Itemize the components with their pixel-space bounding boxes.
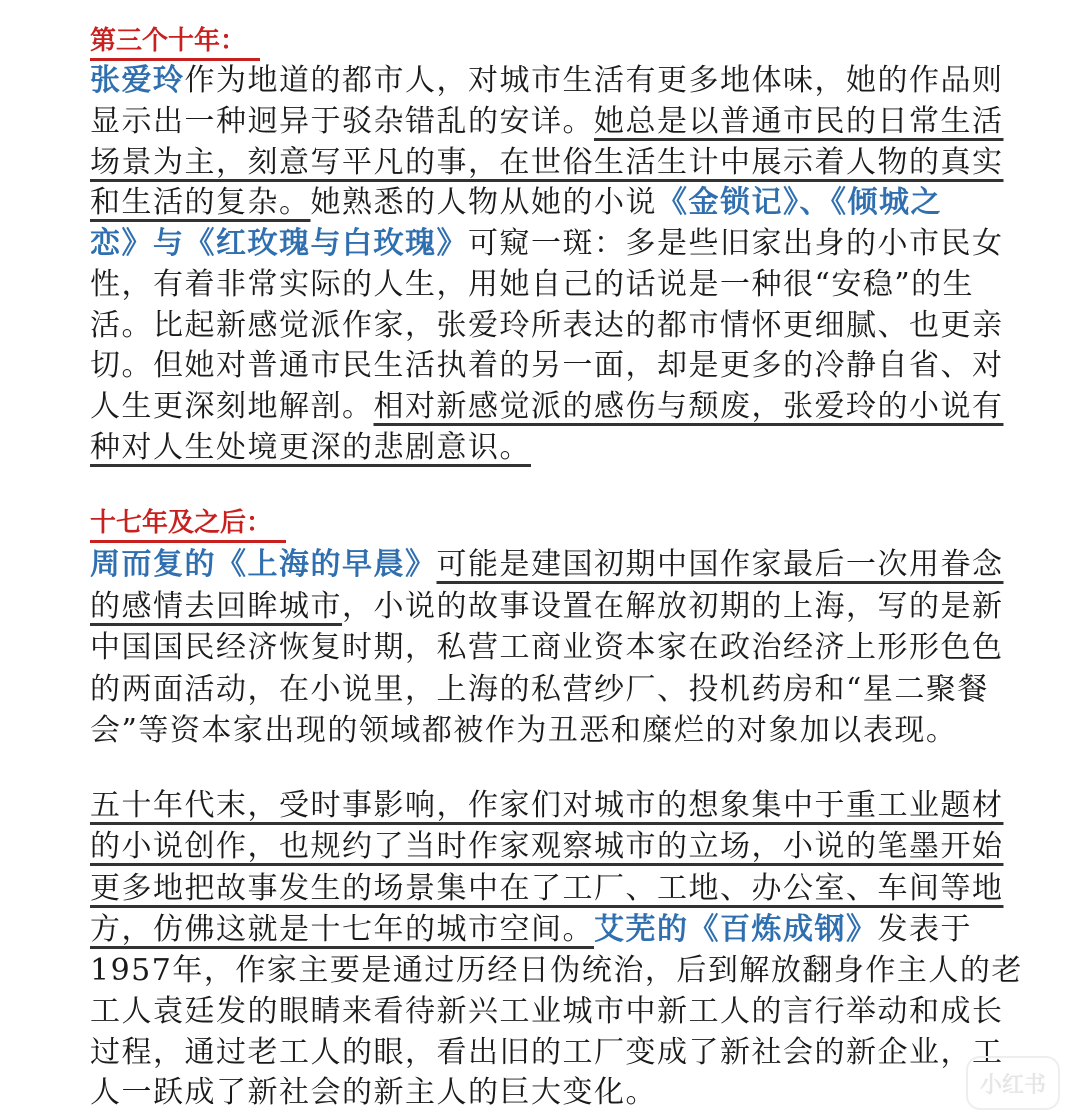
text-line — [90, 712, 957, 750]
body-text: 发表于 — [877, 912, 972, 947]
body-text: 显示出一种迥异于驳杂错乱的安详。 — [90, 104, 594, 139]
body-text: 人一跃成了新社会的新主人的巨大变化。 — [90, 1075, 657, 1110]
text-line — [90, 588, 1004, 626]
watermark-text: 小红书 — [979, 1072, 1046, 1098]
body-text: 1957年，作家主要是通过历经日伪统治，后到解放翻身作主人的老 — [90, 953, 1023, 988]
body-text: 工人袁廷发的眼睛来看待新兴工业城市中新工人的言行举动和成长 — [90, 994, 1004, 1029]
text-line — [90, 103, 1004, 141]
body-text: 会”等资本家出现的领域都被作为丑恶和糜烂的对象加以表现。 — [90, 713, 958, 748]
text-line — [90, 993, 1004, 1031]
section-heading: 第三个十年： — [90, 24, 260, 61]
text-line — [90, 671, 989, 709]
text-line — [90, 184, 942, 222]
underlined-text: 方，仿佛这就是十七年的城市空间。 — [90, 912, 594, 947]
underlined-text: 种对人生处境更深的悲剧意识。 — [90, 430, 531, 465]
underlined-text: 相对新感觉派的感伤与颓废，张爱玲的小说有 — [373, 389, 1004, 424]
text-line — [90, 828, 1004, 866]
underlined-text: 的感情去回眸城市 — [90, 589, 342, 624]
body-text: 作为地道的都市人，对城市生活有更多地体味，她的作品则 — [184, 63, 1004, 98]
section-heading: 十七年及之后： — [90, 506, 286, 543]
body-text: 她熟悉的人物从她的小说 — [310, 185, 657, 220]
text-line — [90, 952, 1023, 990]
highlighted-work-title: 张爱玲 — [90, 63, 185, 98]
highlighted-work-title: 周而复的《上海的早晨》 — [90, 547, 437, 582]
body-text: 切。但她对普通市民生活执着的另一面，却是更多的冷静自省、对 — [90, 348, 1004, 383]
body-text: 中国国民经济恢复时期，私营工商业资本家在政治经济上形形色色 — [90, 630, 1004, 665]
body-text: 性，有着非常实际的人生，用她自己的话说是一种很“安稳”的生 — [90, 267, 975, 302]
text-line — [90, 1034, 1004, 1072]
text-line — [90, 787, 1004, 825]
underlined-text: 场景为主，刻意写平凡的事，在世俗生活生计中展示着人物的真实 — [90, 145, 1004, 180]
underlined-text: 和生活的复杂。 — [90, 185, 311, 220]
text-line — [90, 911, 972, 949]
text-line — [90, 347, 1004, 385]
underlined-text: 更多地把故事发生的场景集中在了工厂、工地、办公室、车间等地 — [90, 871, 1004, 906]
body-text: 过程，通过老工人的眼，看出旧的工厂变成了新社会的新企业，工 — [90, 1035, 1004, 1070]
text-line — [90, 266, 974, 304]
text-line — [90, 629, 1004, 667]
text-line — [90, 429, 531, 467]
xiaohongshu-watermark-logo — [966, 1056, 1060, 1110]
highlighted-work-title: 恋》与《红玫瑰与白玫瑰》 — [90, 226, 468, 261]
underlined-text: 五十年代末，受时事影响，作家们对城市的想象集中于重工业题材 — [90, 788, 1004, 823]
highlighted-work-title: 艾芜的《百炼成钢》 — [594, 912, 878, 947]
highlighted-work-title: 《金锁记》、《倾城之 — [657, 185, 942, 220]
text-line — [90, 307, 1004, 345]
underlined-text: 的小说创作，也规约了当时作家观察城市的立场，小说的笔墨开始 — [90, 829, 1004, 864]
body-text: 活。比起新感觉派作家，张爱玲所表达的都市情怀更细腻、也更亲 — [90, 308, 1004, 343]
text-line — [90, 144, 1004, 182]
body-text: 可窥一斑：多是些旧家出身的小市民女 — [468, 226, 1004, 261]
underlined-text: 她总是以普通市民的日常生活 — [594, 104, 1004, 139]
text-line — [90, 225, 1004, 263]
text-line — [90, 546, 1004, 584]
body-text: ，小说的故事设置在解放初期的上海，写的是新 — [342, 589, 1004, 624]
text-line — [90, 870, 1004, 908]
text-line — [90, 388, 1004, 426]
body-text: 的两面活动，在小说里，上海的私营纱厂、投机药房和“星二聚餐 — [90, 672, 989, 707]
text-line — [90, 1074, 657, 1112]
body-text: 人生更深刻地解剖。 — [90, 389, 374, 424]
underlined-text: 可能是建国初期中国作家最后一次用眷念 — [436, 547, 1004, 582]
text-line — [90, 62, 1004, 100]
